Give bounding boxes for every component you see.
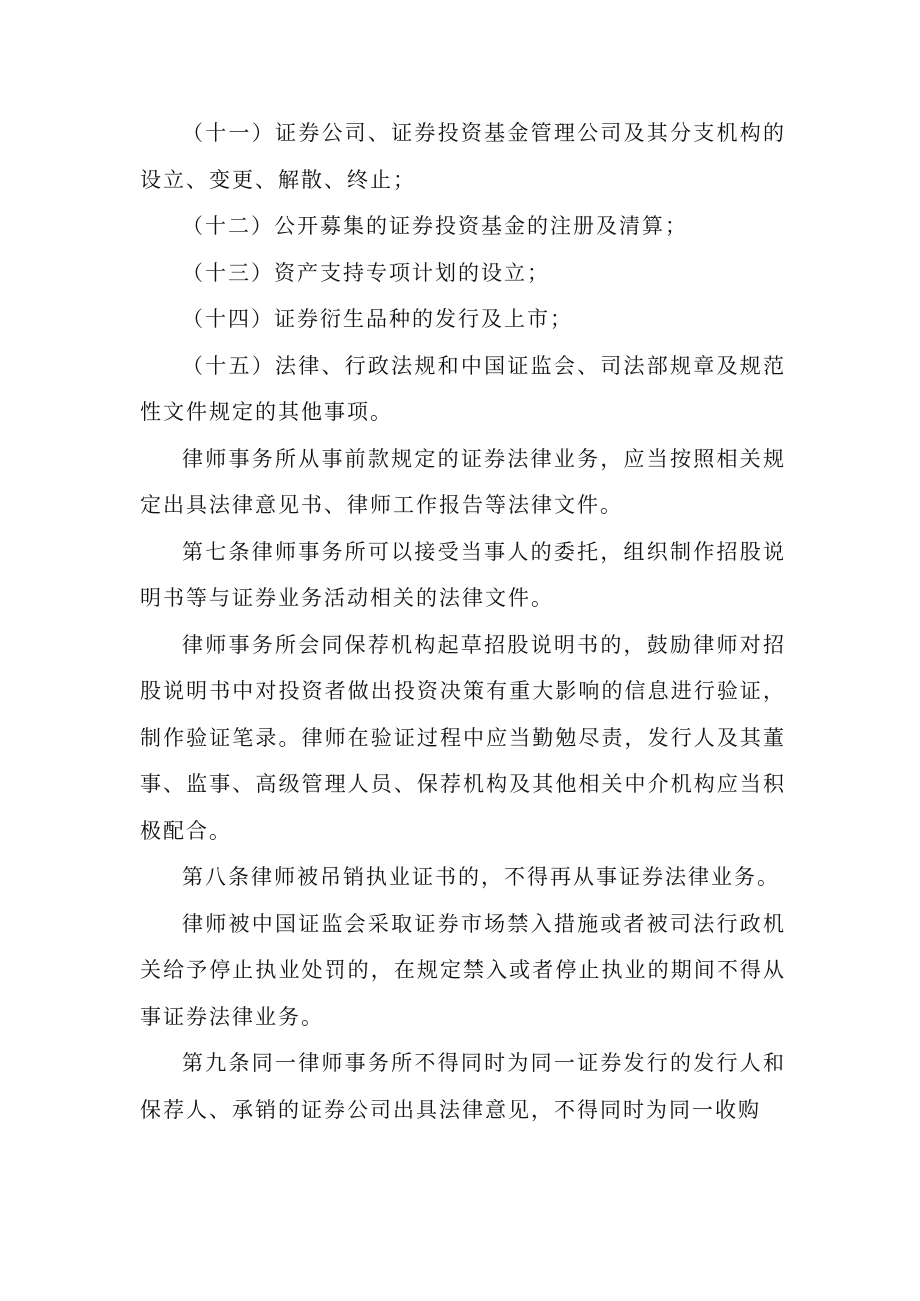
- paragraph-item-13: （十三）资产支持专项计划的设立；: [182, 260, 550, 285]
- paragraph-article-8: 第八条律师被吊销执业证书的，不得再从事证券法律业务。: [182, 865, 780, 889]
- paragraph-legal-docs: 律师事务所从事前款规定的证券法律业务，应当按照相关规定出具法律意见书、律师工作报告等法律文件。: [140, 446, 786, 517]
- document-body: [140, 110, 786, 1133]
- paragraph-item-15: （十五）法律、行政法规和中国证监会、司法部规章及规范性文件规定的其他事项。: [140, 353, 786, 424]
- paragraph-article-7: 第七条律师事务所可以接受当事人的委托，组织制作招股说明书等与证券业务活动相关的法律文件。: [140, 539, 786, 610]
- paragraph-item-12: （十二）公开募集的证券投资基金的注册及清算；: [182, 214, 688, 238]
- paragraph-article-9: 第九条同一律师事务所不得同时为同一证券发行的发行人和保荐人、承销的证券公司出具法律意见，不得同时为同一收购: [140, 1051, 786, 1122]
- paragraph-prospectus-verification: 律师事务所会同保荐机构起草招股说明书的，鼓励律师对招股说明书中对投资者做出投资决策有重大影响的信息进行验证，制作验证笔录。律师在验证过程中应当勤勉尽责，发行人及其董事、监事、高级管理人员、保荐机构及其他相关中介机构应当积极配合。: [140, 632, 786, 843]
- paragraph-item-11: （十一）证券公司、证券投资基金管理公司及其分支机构的设立、变更、解散、终止；: [140, 121, 786, 192]
- paragraph-item-14: （十四）证券衍生品种的发行及上市；: [182, 307, 573, 331]
- paragraph-market-ban: 律师被中国证监会采取证券市场禁入措施或者被司法行政机关给予停止执业处罚的，在规定禁入或者停止执业的期间不得从事证券法律业务。: [140, 911, 786, 1029]
